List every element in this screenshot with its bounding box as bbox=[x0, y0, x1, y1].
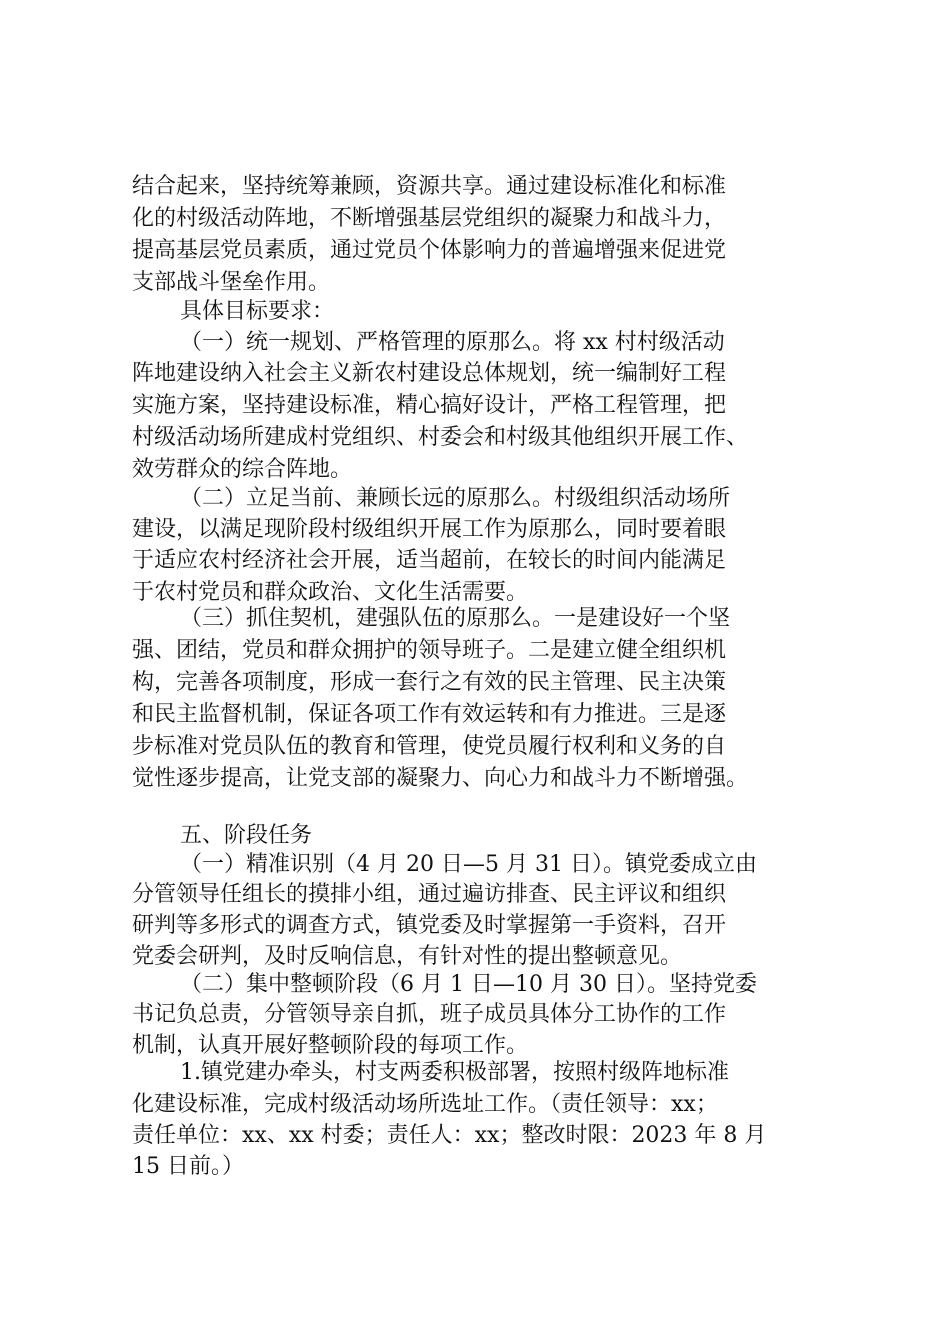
section-heading: 五、阶段任务 bbox=[180, 823, 313, 848]
text-line: 化建设标准，完成村级活动场所选址工作。（责任领导：xx； bbox=[132, 1092, 718, 1117]
text-line: 村级活动场所建成村党组织、村委会和村级其他组织开展工作、 bbox=[132, 425, 749, 450]
text-line: 15 日前。） bbox=[132, 1154, 244, 1179]
text-line: 和民主监督机制，保证各项工作有效运转和有力推进。三是逐 bbox=[132, 702, 727, 727]
text-line: 建设，以满足现阶段村级组织开展工作为原那么，同时要着眼 bbox=[132, 517, 727, 542]
text-line: 强、团结，党员和群众拥护的领导班子。二是建立健全组织机 bbox=[132, 638, 727, 663]
text-line: 支部战斗堡垒作用。 bbox=[132, 270, 331, 295]
text-line: （二）立足当前、兼顾长远的原那么。村级组织活动场所 bbox=[180, 486, 731, 511]
text-line: （二）集中整顿阶段（6 月 1 日—10 月 30 日）。坚持党委 bbox=[180, 972, 757, 997]
text-line: （一）精准识别（4 月 20 日—5 月 31 日）。镇党委成立由 bbox=[180, 852, 757, 877]
text-line: 于适应农村经济社会开展，适当超前，在较长的时间内能满足 bbox=[132, 548, 727, 573]
text-line: 分管领导任组长的摸排小组，通过遍访排查、民主评议和组织 bbox=[132, 882, 727, 907]
text-line: 提高基层党员素质，通过党员个体影响力的普遍增强来促进党 bbox=[132, 238, 727, 263]
text-line: 结合起来，坚持统筹兼顾，资源共享。通过建设标准化和标准 bbox=[132, 174, 727, 199]
text-line: 觉性逐步提高，让党支部的凝聚力、向心力和战斗力不断增强。 bbox=[132, 766, 749, 791]
text-line: 效劳群众的综合阵地。 bbox=[132, 457, 353, 482]
text-line: 构，完善各项制度，形成一套行之有效的民主管理、民主决策 bbox=[132, 670, 727, 695]
text-line: 书记负总责，分管领导亲自抓，班子成员具体分工协作的工作 bbox=[132, 1002, 727, 1027]
text-line: 化的村级活动阵地，不断增强基层党组织的凝聚力和战斗力， bbox=[132, 206, 727, 231]
text-line: 机制，认真开展好整顿阶段的每项工作。 bbox=[132, 1033, 529, 1058]
text-line: 1.镇党建办牵头，村支两委积极部署，按照村级阵地标准 bbox=[180, 1060, 729, 1085]
text-line: 研判等多形式的调查方式，镇党委及时掌握第一手资料，召开 bbox=[132, 913, 727, 938]
text-line: 责任单位：xx、xx 村委；责任人：xx；整改时限：2023 年 8 月 bbox=[132, 1123, 767, 1148]
text-line: 具体目标要求： bbox=[180, 299, 335, 324]
text-line: 党委会研判，及时反响信息，有针对性的提出整顿意见。 bbox=[132, 944, 683, 969]
text-line: （一）统一规划、严格管理的原那么。将 xx 村村级活动 bbox=[180, 330, 725, 355]
text-line: 阵地建设纳入社会主义新农村建设总体规划，统一编制好工程 bbox=[132, 361, 727, 386]
text-line: （三）抓住契机，建强队伍的原那么。一是建设好一个坚 bbox=[180, 606, 731, 631]
text-line: 实施方案，坚持建设标准，精心搞好设计，严格工程管理，把 bbox=[132, 393, 727, 418]
text-line: 于农村党员和群众政治、文化生活需要。 bbox=[132, 580, 529, 605]
text-line: 步标准对党员队伍的教育和管理，使党员履行权利和义务的自 bbox=[132, 734, 727, 759]
